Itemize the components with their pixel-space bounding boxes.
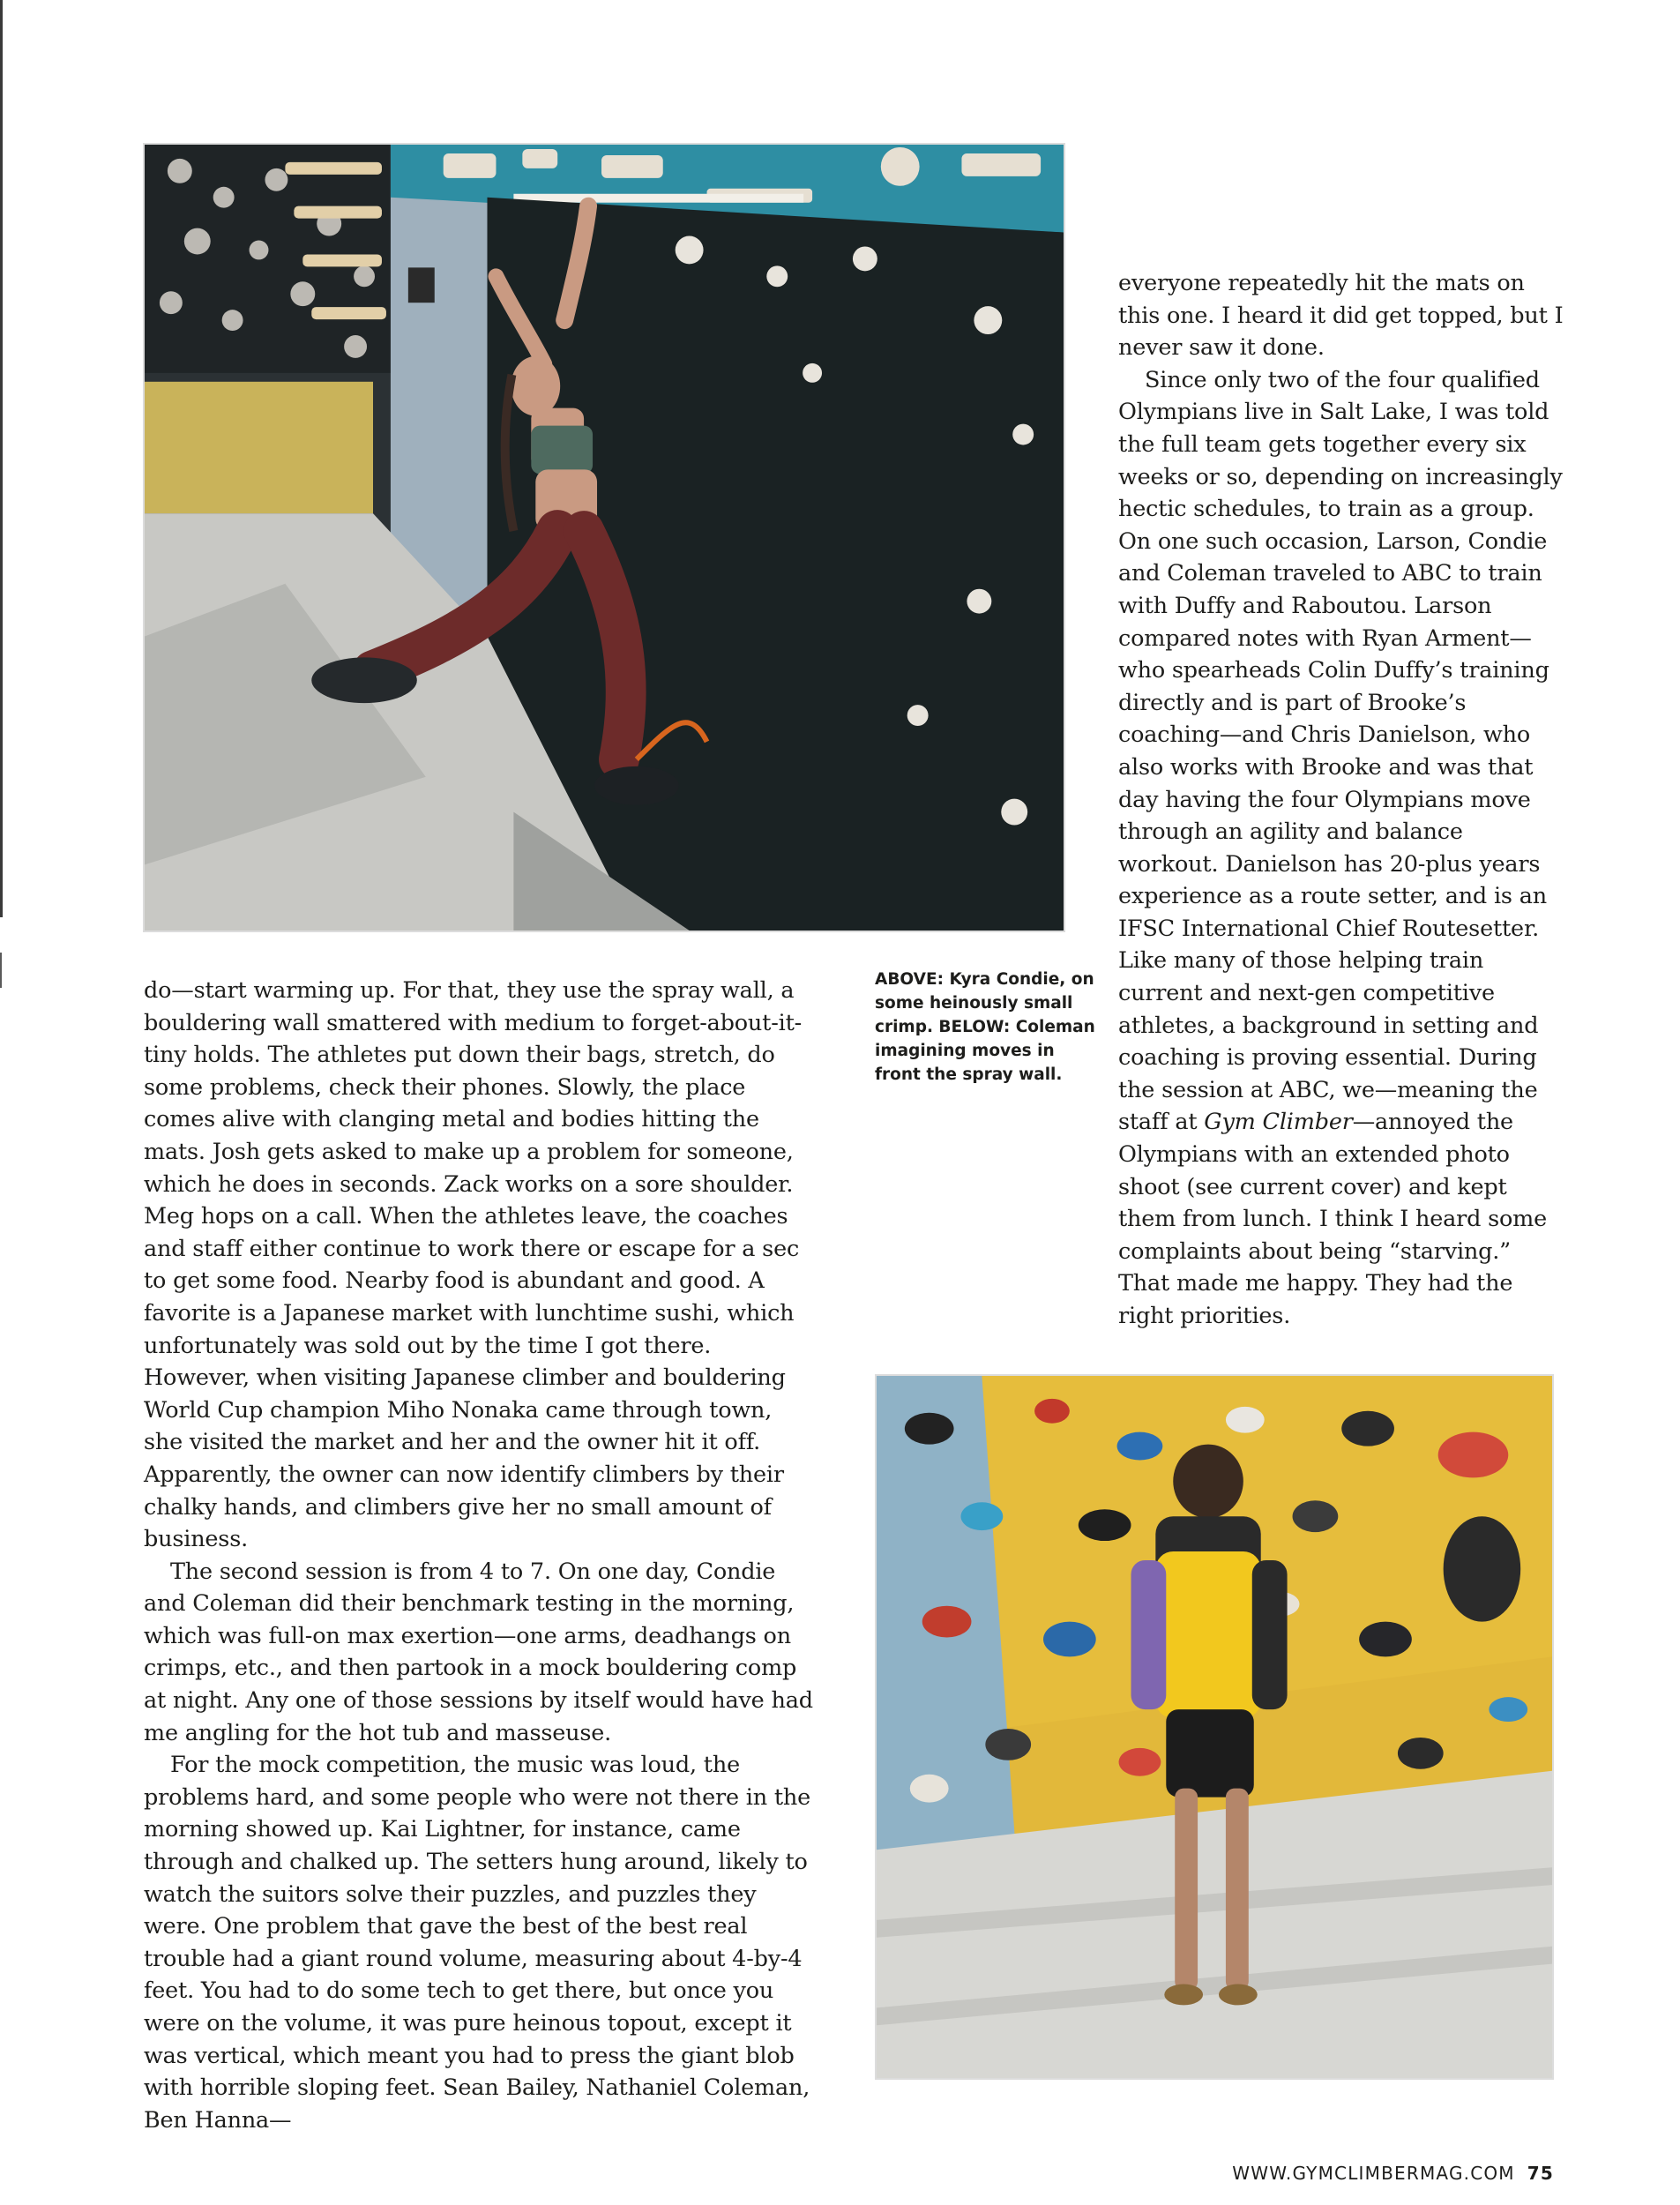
page-number: 75 [1527, 2163, 1554, 2184]
photo-climber-spray-wall [875, 1374, 1554, 2080]
body-paragraph: everyone repeatedly hit the mats on this one. I heard it did get topped, but I never saw it done. [1118, 270, 1564, 362]
body-paragraph: The second session is from 4 to 7. On one day, Condie and Coleman did their benchmark testing in the morning, which was full-on max exertion—one arms, deadhangs on crimps, etc., and then partook in a mock bouldering comp at night. Any one of those sessions by itself would have had me angling for the hot tub and masseuse. [144, 1558, 813, 1746]
article-column-right [1118, 267, 1564, 1333]
paragraph-text: Since only two of the four qualified Olympians live in Salt Lake, I was told the full team gets together every six weeks or so, depending on increasingly hectic schedules, to train as a group. On one such occasion, Larson, Condie and Coleman traveled to ABC to train with Duffy and Raboutou. Larson compared notes with Ryan Arment—who spearheads Colin Duffy’s training directly and is part of Brooke’s coaching—and Chris Danielson, who also works with Brooke and was that day having the four Olympians move through an agility and balance workout. Danielson has 20-plus years experience as a route setter, and is an IFSC International Chief Routesetter. Like many of those helping train current and next-gen competitive athletes, a background in setting and coaching is proving essential. During the session at ABC, we—meaning the staff at [1118, 366, 1563, 1136]
photo-climber-crimp [143, 143, 1065, 932]
page-edge-line [0, 953, 2, 988]
paragraph-text: —annoyed the Olympians with an extended photo shoot (see current cover) and kept them from lunch. I think I heard some complaints about being “starving.” That made me happy. They had the right priorities. [1118, 1109, 1548, 1329]
page-edge-line [0, 0, 3, 917]
footer-url: WWW.GYMCLIMBERMAG.COM [1232, 2163, 1515, 2184]
photo-caption [875, 968, 1095, 1087]
caption-below-text: Coleman imagining moves in front the spray wall. [875, 1018, 1095, 1084]
body-paragraph [1118, 364, 1564, 1333]
caption-below-label: BELOW: [938, 1018, 1011, 1036]
magazine-title: Gym Climber [1204, 1109, 1353, 1136]
article-column-left [144, 975, 814, 2136]
page-footer [1232, 2163, 1554, 2184]
body-paragraph: do—start warming up. For that, they use the spray wall, a bouldering wall smattered with medium to forget-about-it-tiny holds. The athletes put down their bags, stretch, do some problems, check their phones. Slowly, the place comes alive with clanging metal and bodies hitting the mats. Josh gets asked to make up a problem for someone, which he does in seconds. Zack works on a sore shoulder. Meg hops on a call. When the athletes leave, the coaches and staff either continue to work there or escape for a sec to get some food. Nearby food is abundant and good. A favorite is a Japanese market with lunchtime sushi, which unfortunately was sold out by the time I got there. However, when visiting Japanese climber and bouldering World Cup champion Miho Nonaka came through town, she visited the market and her and the owner hit it off. Apparently, the owner can now identify climbers by their chalky hands, and climbers give her no small amount of business. [144, 977, 803, 1553]
caption-above-text: Kyra Condie, on some heinously small crimp. [875, 970, 1094, 1036]
caption-above-label: ABOVE: [875, 970, 945, 989]
body-paragraph: For the mock competition, the music was loud, the problems hard, and some people who were not there in the morning showed up. Kai Lightner, for instance, came through and chalked up. The setters hung around, likely to watch the suitors solve their puzzles, and puzzles they were. One problem that gave the best of the best real trouble had a giant round volume, measuring about 4-by-4 feet. You had to do some tech to get there, but once you were on the volume, it was pure heinous topout, except it was vertical, which meant you had to press the giant blob with horrible sloping feet. Sean Bailey, Nathaniel Coleman, Ben Hanna— [144, 1752, 811, 2134]
